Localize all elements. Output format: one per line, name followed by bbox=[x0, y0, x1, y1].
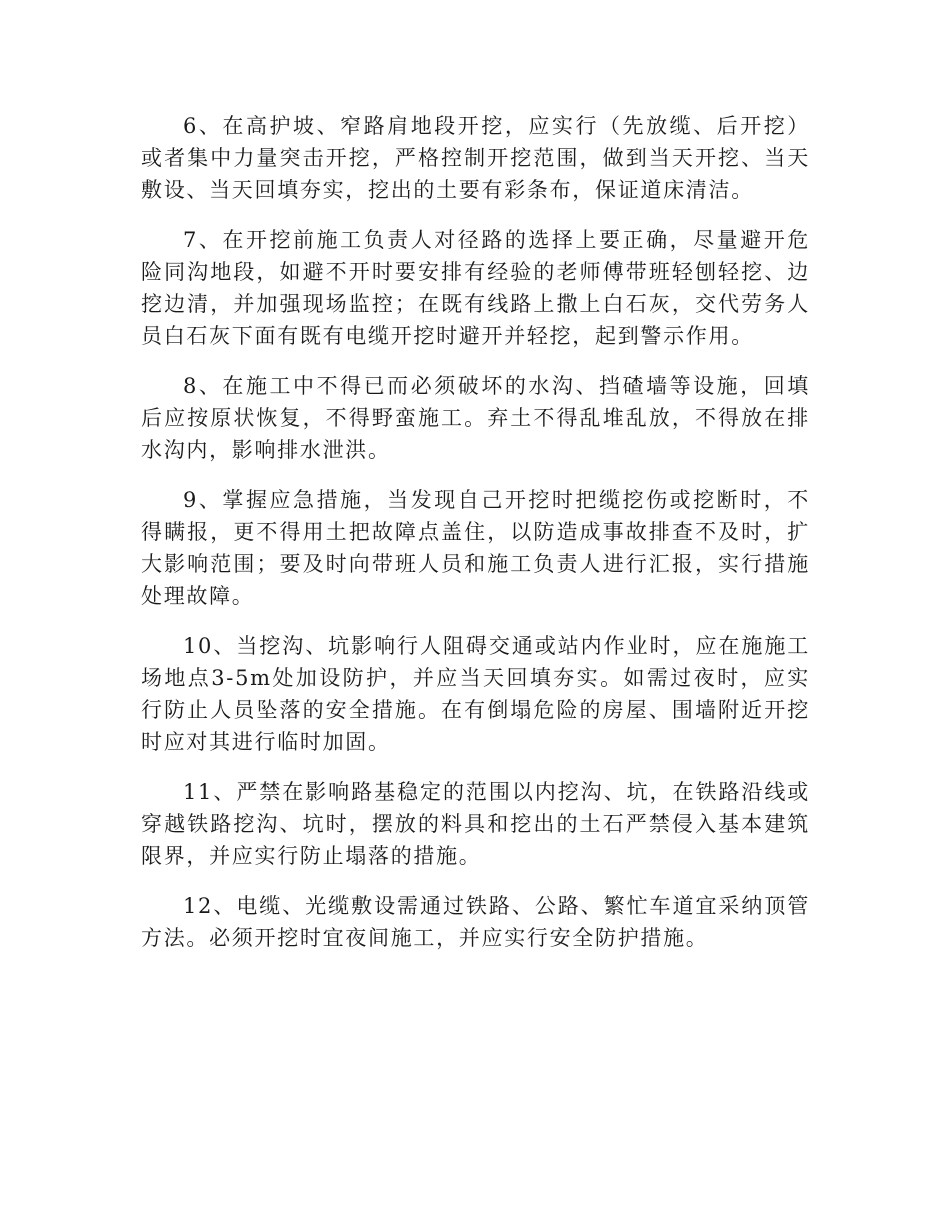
paragraph-11: 11、严禁在影响路基稳定的范围以内挖沟、坑，在铁路沿线或穿越铁路挖沟、坑时，摆放的料具和挖出的土石严禁侵入基本建筑限界，并应实行防止塌落的措施。 bbox=[141, 780, 810, 868]
paragraph-6: 6、在高护坡、窄路肩地段开挖，应实行（先放缆、后开挖）或者集中力量突击开挖，严格控制开挖范围，做到当天开挖、当天敷设、当天回填夯实，挖出的土要有彩条布，保证道床清洁。 bbox=[141, 114, 810, 202]
paragraph-12: 12、电缆、光缆敷设需通过铁路、公路、繁忙车道宜采纳顶管方法。必须开挖时宜夜间施工，并应实行安全防护措施。 bbox=[141, 894, 810, 950]
paragraph-9: 9、掌握应急措施，当发现自己开挖时把缆挖伤或挖断时，不得瞒报，更不得用土把故障点盖住，以防造成事故排查不及时，扩大影响范围；要及时向带班人员和施工负责人进行汇报，实行措施处理故障。 bbox=[141, 488, 810, 608]
paragraph-10: 10、当挖沟、坑影响行人阻碍交通或站内作业时，应在施施工场地点3-5m处加设防护，并应当天回填夯实。如需过夜时，应实行防止人员坠落的安全措施。在有倒塌危险的房屋、围墙附近开挖时应对其进行临时加固。 bbox=[141, 634, 810, 754]
paragraph-8: 8、在施工中不得已而必须破坏的水沟、挡碴墙等设施，回填后应按原状恢复，不得野蛮施工。弃土不得乱堆乱放，不得放在排水沟内，影响排水泄洪。 bbox=[141, 374, 810, 462]
paragraph-7: 7、在开挖前施工负责人对径路的选择上要正确，尽量避开危险同沟地段，如避不开时要安排有经验的老师傅带班轻刨轻挖、边挖边清，并加强现场监控；在既有线路上撒上白石灰，交代劳务人员白石灰下面有既有电缆开挖时避开并轻挖，起到警示作用。 bbox=[141, 228, 810, 348]
